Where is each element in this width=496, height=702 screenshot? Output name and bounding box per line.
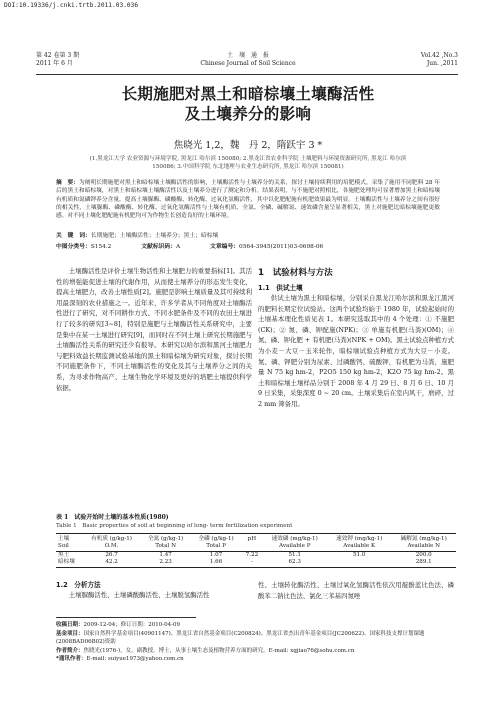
table-header-cell: 速效钾 (mg/kg-1) <box>327 534 391 544</box>
table-header-cell-en: Available N <box>391 543 456 552</box>
table-cell: 2.23 <box>140 559 190 568</box>
header-rule <box>36 74 458 75</box>
table-cell <box>327 559 391 568</box>
table-header-cell-en: Available K <box>327 543 391 552</box>
table-row <box>56 559 456 568</box>
table-cell: 黑土 <box>58 552 70 558</box>
clc-label: 中图分类号： <box>56 244 91 250</box>
header-volume-en <box>421 52 458 68</box>
table-cell: 1.07 <box>209 552 223 558</box>
affiliation-line-1: (1.黑龙江大学 农业资源与环境学院, 黑龙江 哈尔滨 150080; 2.黑龙江省农业科学院 土壤肥料与环境资源研究所, 黑龙江 哈尔滨 <box>89 156 407 162</box>
footnote-text: 国家自然科学基金项目(40901147)、黑龙江省自然基金项目(C200824)、黑龙江省杰出青年基金项目(JC200622)、国家科技支撑计划课题(2008BAD06B02)资助 <box>56 630 425 646</box>
footnotes <box>56 621 456 664</box>
footnote-text: 2009-12-04；修订日期：2010-04-09 <box>83 622 180 628</box>
table-cell: 200.0 <box>415 552 432 558</box>
article-number: 0564-3945(2011)03-0698-06 <box>239 244 324 250</box>
classification-line <box>56 241 440 250</box>
table-header-row-cn <box>56 534 456 544</box>
author-list: 焦晓光 1,2，魏 丹 2，隋跃宇 3 * <box>173 140 323 151</box>
keywords-label: 关 键 词： <box>56 233 91 239</box>
footnote-text: E-mail: suiyue1973@yahoo.com.cn <box>86 656 184 663</box>
table-header-cell: 全氮 (g/kg-1) <box>140 534 190 544</box>
table-header-cell-en: Soil <box>56 543 83 552</box>
table-header-cell: 有机质 (g/kg-1) <box>83 534 141 544</box>
keywords <box>56 230 440 239</box>
title-line-1: 长期施肥对黑土和暗棕壤土壤酶活性 <box>121 85 375 103</box>
table-header-cell: 全磷 (g/kg-1) <box>191 534 241 544</box>
footnote-funding <box>56 630 456 647</box>
journal-name-cn: 土 壤 通 报 <box>226 52 269 59</box>
table-header-cell: 碱解氮 (mg/kg-1) <box>391 534 456 544</box>
analysis-methods-text-right: 性、土壤转化酶活性、土壤过氧化氢酶活性依次用靛酚蓝比色法、磷酸苯二钠比色法、氯化三苯基四氮唑 <box>258 581 454 600</box>
doc-code: A <box>176 244 181 250</box>
table-caption-cn: 表 1 试验开始时土壤的基本性质(1980) <box>56 514 169 521</box>
table-cell: 289.1 <box>391 559 456 568</box>
methods-column <box>258 266 454 410</box>
intro-paragraph: 土壤酶活性是评价土壤生物活性和土壤肥力的重要指标[1]。其活性的增强能促进土壤的代谢作用，从而使土壤养分的形态发生变化，提高土壤肥力，改善土壤性质[2]。施肥是影响土壤质量及其可持续利用最深刻的农业措施之一。近年来，许多学者从不同角度对土壤酶活性进行了研究，对不同耕作方式、不同水肥条件及不同的农田土壤进行了较多的研究[3~8]，特别是施肥与土壤酶活性关系研究中，主要是集中在某一土壤进行研究[9]，而同时在不同土壤上研究长期施肥与土壤酶活性关系的研究还少有报导。本研究以哈尔滨和黑河土壤肥力与肥料效益长期监测试验基地的黑土和暗棕壤为研究对象，探讨长期不同施肥条件下，不同土壤酶活性的变化及其与土壤养分之间的关系，为寻求作物高产、土壤生物化学环境及更好的培肥土壤提供科学依据。 <box>56 267 252 392</box>
table-row <box>56 552 456 560</box>
journal-name-en: Chinese Journal of Soil Science <box>200 60 296 67</box>
table-header-cell-en: Total P <box>191 543 241 552</box>
footnote-text: 焦晓光(1976-)，女，副教授，博士，从事土壤生态及植物营养方面的研究。E-mail: xgjiao76@sohu.com.cn <box>83 647 355 654</box>
table-cell: 26.7 <box>105 552 118 558</box>
table-cell: 1.47 <box>159 552 172 558</box>
article-number-label: 文章编号： <box>210 244 240 250</box>
table-caption-en: Table 1 Basic properties of soil at beginning of long- term fertilization experiment <box>56 523 293 529</box>
table-header-row-en <box>56 543 456 552</box>
footnote-received <box>56 621 456 630</box>
table-header-cell: 速效磷 (mg/kg-1) <box>263 534 327 544</box>
table-header-cell-en: O.M. <box>83 543 141 552</box>
table-cell: 1.66 <box>191 559 241 568</box>
table-cell: 51.1 <box>288 552 301 558</box>
title-line-2: 及土壤养分的影响 <box>184 105 312 123</box>
section-heading-materials: 1 试验材料与方法 <box>258 268 333 278</box>
footnote-author-bio <box>56 647 456 656</box>
abstract-label: 摘 要： <box>56 180 79 186</box>
footnote-label: *通讯作者： <box>56 656 87 663</box>
affiliations <box>50 155 446 171</box>
footnote-correspondence <box>56 655 456 664</box>
header-date-cn: 2011 年 6 月 <box>36 60 73 67</box>
subsection-heading-analysis: 1.2 分析方法 <box>56 581 101 589</box>
soil-properties-table <box>56 533 456 568</box>
table-cell: 7.22 <box>245 552 259 558</box>
keywords-text: 长期施肥；土壤酶活性；土壤养分；黑土；暗棕壤 <box>90 233 219 239</box>
analysis-methods-text-left: 土壤脲酶活性、土壤磷酸酶活性、土壤脱氢酶活性 <box>68 591 210 599</box>
table-header-cell: 土壤 <box>56 534 83 544</box>
footnote-label: 作者简介： <box>56 647 84 654</box>
table-header-cell-en: Total N <box>140 543 190 552</box>
table-header-cell: pH <box>241 534 262 544</box>
footnote-label: 基金项目： <box>56 630 84 637</box>
footnote-label: 收稿日期： <box>56 622 84 628</box>
table-cell: 暗棕壤 <box>56 559 83 568</box>
clc-code: S154.2 <box>90 244 112 250</box>
soil-description: 供试土壤为黑土和暗棕壤，分别采自黑龙江哈尔滨和黑龙江黑河的肥料长期定位试验站。这两个试验均始于 1980 年，试验起始时的土壤基本理化性质见表 1。本研究选取其中的 4 个处理：① 不施肥(CK)；② 氮、磷、钾配施(NPK)；③ 单施有机肥(马粪)(OM)；④ 氮、磷、钾化肥 + 有机肥(马粪)(NPK + OM)。黑土试验点种植方式为小麦－大豆－玉米轮作，暗棕壤试验点种植方式为大豆－小麦。氮、磷、钾肥分别为尿素、过磷酸钙、硫酸钾，有机肥为马粪，施肥量 N 75 kg hm-2，P2O5 150 kg hm-2，K2O 75 kg hm-2。黑土和暗棕壤土壤样品分别于 2008 年 4 月 29 日、8 月 6 日、10 月 9 日采集，采集深度 0 ~ 20 cm。土壤采集后在室内风干，磨碎，过 2 mm 筛备用。 <box>258 294 454 408</box>
subsection-heading-soil: 1.1 供试土壤 <box>258 284 303 292</box>
table-header-cell-en <box>241 543 262 552</box>
table-caption <box>56 514 292 530</box>
table-cell: 62.3 <box>263 559 327 568</box>
abstract-text: 为阐明长期施肥对黑土和暗棕壤土壤酶活性的影响，土壤酶活性与土壤养分的关系，探讨土壤持续利用的培肥模式，采集了施用不同肥料 28 年后的黑土和暗棕壤，对黑土和暗棕壤土壤酶活性以及土壤养分进行了测定和分析。结果表明，与不施肥对照相比，各施肥处理均可显著增加黑土和暗棕壤有机质和氮磷钾养分含量，提高土壤脲酶、磷酸酶、转化酶、过氧化氢酶活性，其中以化肥配施有机肥效果最为明显。土壤酶活性与土壤养分之间有很好的相关性，土壤脲酶、磷酸酶、转化酶、过氧化氢酶活性与土壤有机质、全氮、全磷、碱解氮、速效磷含量呈显著相关，黑土对施肥比暗棕壤施肥更敏感。对不同土壤化肥配施有机肥均可为作物生长创造良好的土壤环境。 <box>56 180 441 220</box>
header-vol-cn: 第 42 卷第 3 期 <box>36 52 80 59</box>
paper-title <box>0 84 496 124</box>
analysis-methods-left <box>56 580 252 601</box>
header-date-en: Jun. ,2011 <box>426 60 458 67</box>
table-cell: 42.2 <box>83 559 141 568</box>
header-vol-en: Vol.42 ,No.3 <box>420 52 458 59</box>
abstract <box>56 179 440 220</box>
table-cell: - <box>241 559 262 568</box>
doi-stamp: DOI:10.19336/j.cnki.trtb.2011.03.036 <box>4 2 139 9</box>
table-header-cell-en: Available P <box>263 543 327 552</box>
footnote-rule <box>56 617 196 618</box>
doc-code-label: 文献标识码： <box>141 244 177 250</box>
affiliation-line-2: 150086; 3.中国科学院 东北地理与农业生态研究所, 黑龙江 哈尔滨 150081) <box>152 164 344 170</box>
table-cell: 51.0 <box>352 552 366 558</box>
